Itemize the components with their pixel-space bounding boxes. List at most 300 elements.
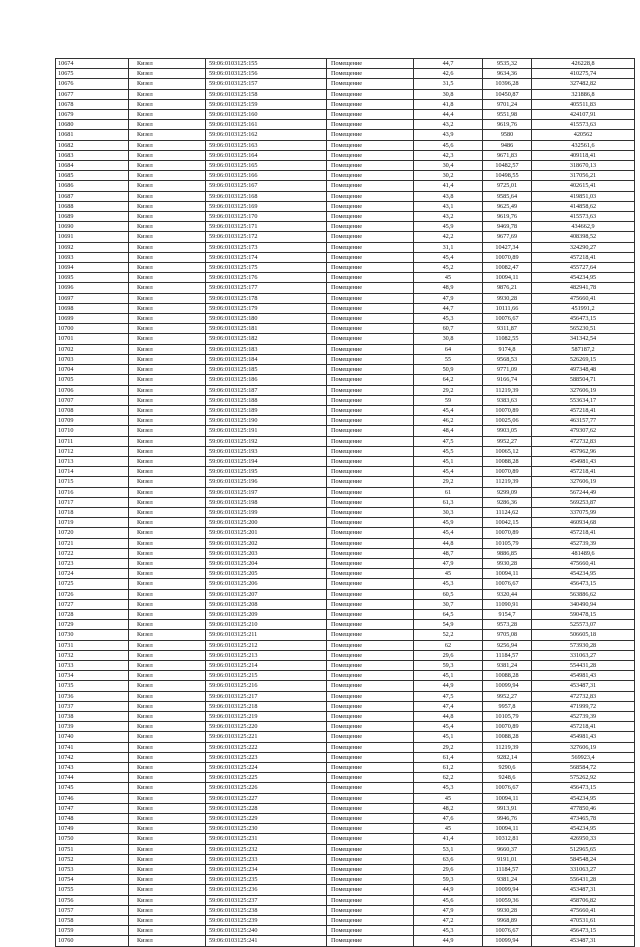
row-number-cell: 10698 xyxy=(56,303,129,313)
object-type-cell: Помещение xyxy=(327,803,414,813)
cadastral-value-cell: 327482,82 xyxy=(532,79,635,89)
row-number-cell: 10721 xyxy=(56,538,129,548)
settlement-cell: Кизел xyxy=(129,395,206,405)
cadastral-number-cell: 59:06:0103125:238 xyxy=(206,905,327,915)
settlement-cell: Кизел xyxy=(129,283,206,293)
table-row xyxy=(56,507,635,517)
cadastral-number-cell: 59:06:0103125:198 xyxy=(206,497,327,507)
area-cell: 62,2 xyxy=(414,773,483,783)
table-row xyxy=(56,283,635,293)
area-cell: 48,2 xyxy=(414,803,483,813)
object-type-cell: Помещение xyxy=(327,814,414,824)
table-row xyxy=(56,467,635,477)
cadastral-value-cell: 568584,72 xyxy=(532,763,635,773)
cadastral-number-cell: 59:06:0103125:216 xyxy=(206,681,327,691)
settlement-cell: Кизел xyxy=(129,89,206,99)
area-cell: 62 xyxy=(414,640,483,650)
row-number-cell: 10733 xyxy=(56,660,129,670)
object-type-cell: Помещение xyxy=(327,660,414,670)
table-row xyxy=(56,212,635,222)
object-type-cell: Помещение xyxy=(327,344,414,354)
settlement-cell: Кизел xyxy=(129,752,206,762)
row-number-cell: 10701 xyxy=(56,334,129,344)
row-number-cell: 10727 xyxy=(56,599,129,609)
area-cell: 52,2 xyxy=(414,630,483,640)
row-number-cell: 10697 xyxy=(56,293,129,303)
table-row xyxy=(56,844,635,854)
settlement-cell: Кизел xyxy=(129,99,206,109)
settlement-cell: Кизел xyxy=(129,446,206,456)
cadastral-value-cell: 317056,21 xyxy=(532,171,635,181)
unit-value-cell: 9625,49 xyxy=(483,201,532,211)
settlement-cell: Кизел xyxy=(129,844,206,854)
unit-value-cell: 10094,11 xyxy=(483,824,532,834)
cadastral-value-cell: 457218,41 xyxy=(532,252,635,262)
cadastral-number-cell: 59:06:0103125:201 xyxy=(206,528,327,538)
unit-value-cell: 10082,47 xyxy=(483,263,532,273)
cadastral-value-cell: 424107,91 xyxy=(532,110,635,120)
object-type-cell: Помещение xyxy=(327,865,414,875)
area-cell: 54,9 xyxy=(414,620,483,630)
cadastral-number-cell: 59:06:0103125:237 xyxy=(206,895,327,905)
object-type-cell: Помещение xyxy=(327,89,414,99)
row-number-cell: 10755 xyxy=(56,885,129,895)
cadastral-value-cell: 573930,28 xyxy=(532,640,635,650)
object-type-cell: Помещение xyxy=(327,569,414,579)
cadastral-value-cell: 419851,03 xyxy=(532,191,635,201)
table-row xyxy=(56,375,635,385)
settlement-cell: Кизел xyxy=(129,538,206,548)
object-type-cell: Помещение xyxy=(327,446,414,456)
object-type-cell: Помещение xyxy=(327,79,414,89)
cadastral-value-cell: 327606,19 xyxy=(532,742,635,752)
document-page xyxy=(55,58,597,947)
cadastral-value-cell: 506605,18 xyxy=(532,630,635,640)
table-row xyxy=(56,273,635,283)
cadastral-value-cell: 341342,54 xyxy=(532,334,635,344)
object-type-cell: Помещение xyxy=(327,405,414,415)
cadastral-number-cell: 59:06:0103125:197 xyxy=(206,487,327,497)
area-cell: 45,4 xyxy=(414,405,483,415)
row-number-cell: 10674 xyxy=(56,59,129,69)
area-cell: 44,9 xyxy=(414,936,483,946)
settlement-cell: Кизел xyxy=(129,854,206,864)
object-type-cell: Помещение xyxy=(327,579,414,589)
object-type-cell: Помещение xyxy=(327,497,414,507)
cadastral-value-cell: 420562 xyxy=(532,130,635,140)
cadastral-value-cell: 455727,64 xyxy=(532,263,635,273)
area-cell: 44,8 xyxy=(414,712,483,722)
cadastral-value-cell: 452739,39 xyxy=(532,538,635,548)
cadastral-number-cell: 59:06:0103125:162 xyxy=(206,130,327,140)
settlement-cell: Кизел xyxy=(129,732,206,742)
object-type-cell: Помещение xyxy=(327,456,414,466)
cadastral-value-cell: 463157,77 xyxy=(532,416,635,426)
table-row xyxy=(56,579,635,589)
settlement-cell: Кизел xyxy=(129,385,206,395)
area-cell: 44,9 xyxy=(414,681,483,691)
cadastral-value-cell: 584548,24 xyxy=(532,854,635,864)
object-type-cell: Помещение xyxy=(327,242,414,252)
table-row xyxy=(56,722,635,732)
unit-value-cell: 9930,28 xyxy=(483,905,532,915)
cadastral-number-cell: 59:06:0103125:193 xyxy=(206,446,327,456)
table-row xyxy=(56,477,635,487)
table-row xyxy=(56,201,635,211)
area-cell: 64,5 xyxy=(414,609,483,619)
unit-value-cell: 9968,89 xyxy=(483,916,532,926)
table-row xyxy=(56,793,635,803)
object-type-cell: Помещение xyxy=(327,436,414,446)
cadastral-number-cell: 59:06:0103125:195 xyxy=(206,467,327,477)
object-type-cell: Помещение xyxy=(327,824,414,834)
object-type-cell: Помещение xyxy=(327,640,414,650)
cadastral-value-cell: 454234,95 xyxy=(532,793,635,803)
settlement-cell: Кизел xyxy=(129,303,206,313)
table-row xyxy=(56,416,635,426)
area-cell: 45 xyxy=(414,569,483,579)
settlement-cell: Кизел xyxy=(129,630,206,640)
table-row xyxy=(56,528,635,538)
row-number-cell: 10717 xyxy=(56,497,129,507)
row-number-cell: 10675 xyxy=(56,69,129,79)
cadastral-number-cell: 59:06:0103125:226 xyxy=(206,783,327,793)
row-number-cell: 10742 xyxy=(56,752,129,762)
area-cell: 45,6 xyxy=(414,140,483,150)
cadastral-number-cell: 59:06:0103125:233 xyxy=(206,854,327,864)
settlement-cell: Кизел xyxy=(129,589,206,599)
table-row xyxy=(56,569,635,579)
row-number-cell: 10694 xyxy=(56,263,129,273)
area-cell: 42,2 xyxy=(414,232,483,242)
cadastral-value-cell: 321886,8 xyxy=(532,89,635,99)
table-row xyxy=(56,589,635,599)
cadastral-number-cell: 59:06:0103125:219 xyxy=(206,712,327,722)
row-number-cell: 10736 xyxy=(56,691,129,701)
object-type-cell: Помещение xyxy=(327,201,414,211)
row-number-cell: 10722 xyxy=(56,548,129,558)
cadastral-value-cell: 588504,71 xyxy=(532,375,635,385)
cadastral-number-cell: 59:06:0103125:163 xyxy=(206,140,327,150)
unit-value-cell: 9701,24 xyxy=(483,99,532,109)
settlement-cell: Кизел xyxy=(129,69,206,79)
settlement-cell: Кизел xyxy=(129,456,206,466)
settlement-cell: Кизел xyxy=(129,793,206,803)
row-number-cell: 10756 xyxy=(56,895,129,905)
unit-value-cell: 9946,76 xyxy=(483,814,532,824)
cadastral-value-cell: 472732,83 xyxy=(532,436,635,446)
row-number-cell: 10710 xyxy=(56,426,129,436)
object-type-cell: Помещение xyxy=(327,773,414,783)
table-row xyxy=(56,110,635,120)
row-number-cell: 10751 xyxy=(56,844,129,854)
cadastral-value-cell: 337075,99 xyxy=(532,507,635,517)
cadastral-value-cell: 471999,72 xyxy=(532,701,635,711)
unit-value-cell: 10105,79 xyxy=(483,712,532,722)
unit-value-cell: 10076,67 xyxy=(483,579,532,589)
cadastral-value-cell: 415573,63 xyxy=(532,120,635,130)
area-cell: 41,4 xyxy=(414,834,483,844)
cadastral-number-cell: 59:06:0103125:212 xyxy=(206,640,327,650)
area-cell: 41,8 xyxy=(414,99,483,109)
row-number-cell: 10704 xyxy=(56,365,129,375)
area-cell: 30,8 xyxy=(414,334,483,344)
unit-value-cell: 9290,6 xyxy=(483,763,532,773)
object-type-cell: Помещение xyxy=(327,742,414,752)
unit-value-cell: 9886,85 xyxy=(483,548,532,558)
cadastral-number-cell: 59:06:0103125:231 xyxy=(206,834,327,844)
cadastral-value-cell: 554431,28 xyxy=(532,660,635,670)
cadastral-value-cell: 590478,15 xyxy=(532,609,635,619)
unit-value-cell: 9320,44 xyxy=(483,589,532,599)
cadastral-value-cell: 470531,61 xyxy=(532,916,635,926)
area-cell: 47,9 xyxy=(414,558,483,568)
settlement-cell: Кизел xyxy=(129,620,206,630)
object-type-cell: Помещение xyxy=(327,120,414,130)
object-type-cell: Помещение xyxy=(327,385,414,395)
area-cell: 45,3 xyxy=(414,314,483,324)
object-type-cell: Помещение xyxy=(327,538,414,548)
cadastral-number-cell: 59:06:0103125:240 xyxy=(206,926,327,936)
object-type-cell: Помещение xyxy=(327,885,414,895)
table-row xyxy=(56,609,635,619)
row-number-cell: 10707 xyxy=(56,395,129,405)
area-cell: 45,9 xyxy=(414,518,483,528)
row-number-cell: 10734 xyxy=(56,671,129,681)
unit-value-cell: 9174,8 xyxy=(483,344,532,354)
row-number-cell: 10699 xyxy=(56,314,129,324)
area-cell: 30,7 xyxy=(414,599,483,609)
settlement-cell: Кизел xyxy=(129,232,206,242)
cadastral-value-cell: 408398,52 xyxy=(532,232,635,242)
settlement-cell: Кизел xyxy=(129,130,206,140)
settlement-cell: Кизел xyxy=(129,722,206,732)
table-row xyxy=(56,865,635,875)
object-type-cell: Помещение xyxy=(327,130,414,140)
object-type-cell: Помещение xyxy=(327,834,414,844)
cadastral-value-cell: 426950,33 xyxy=(532,834,635,844)
row-number-cell: 10702 xyxy=(56,344,129,354)
cadastral-number-cell: 59:06:0103125:203 xyxy=(206,548,327,558)
unit-value-cell: 9619,76 xyxy=(483,120,532,130)
area-cell: 61,3 xyxy=(414,497,483,507)
area-cell: 61,2 xyxy=(414,763,483,773)
cadastral-value-cell: 481489,6 xyxy=(532,548,635,558)
unit-value-cell: 10070,89 xyxy=(483,252,532,262)
table-row xyxy=(56,171,635,181)
area-cell: 30,2 xyxy=(414,171,483,181)
cadastral-number-cell: 59:06:0103125:168 xyxy=(206,191,327,201)
row-number-cell: 10708 xyxy=(56,405,129,415)
cadastral-value-cell: 451991,2 xyxy=(532,303,635,313)
table-row xyxy=(56,752,635,762)
row-number-cell: 10715 xyxy=(56,477,129,487)
cadastral-number-cell: 59:06:0103125:164 xyxy=(206,150,327,160)
object-type-cell: Помещение xyxy=(327,926,414,936)
table-row xyxy=(56,916,635,926)
area-cell: 45,3 xyxy=(414,926,483,936)
cadastral-number-cell: 59:06:0103125:196 xyxy=(206,477,327,487)
settlement-cell: Кизел xyxy=(129,671,206,681)
settlement-cell: Кизел xyxy=(129,222,206,232)
unit-value-cell: 9930,28 xyxy=(483,558,532,568)
table-row xyxy=(56,518,635,528)
object-type-cell: Помещение xyxy=(327,895,414,905)
area-cell: 59,3 xyxy=(414,875,483,885)
object-type-cell: Помещение xyxy=(327,844,414,854)
cadastral-number-cell: 59:06:0103125:210 xyxy=(206,620,327,630)
row-number-cell: 10731 xyxy=(56,640,129,650)
area-cell: 30,3 xyxy=(414,507,483,517)
area-cell: 46,2 xyxy=(414,416,483,426)
area-cell: 42,6 xyxy=(414,69,483,79)
table-row xyxy=(56,497,635,507)
unit-value-cell: 10396,28 xyxy=(483,79,532,89)
settlement-cell: Кизел xyxy=(129,161,206,171)
table-row xyxy=(56,354,635,364)
row-number-cell: 10691 xyxy=(56,232,129,242)
object-type-cell: Помещение xyxy=(327,99,414,109)
area-cell: 53,1 xyxy=(414,844,483,854)
cadastral-number-cell: 59:06:0103125:191 xyxy=(206,426,327,436)
cadastral-number-cell: 59:06:0103125:171 xyxy=(206,222,327,232)
row-number-cell: 10725 xyxy=(56,579,129,589)
object-type-cell: Помещение xyxy=(327,650,414,660)
unit-value-cell: 9952,27 xyxy=(483,691,532,701)
cadastral-number-cell: 59:06:0103125:172 xyxy=(206,232,327,242)
area-cell: 45,4 xyxy=(414,467,483,477)
settlement-cell: Кизел xyxy=(129,507,206,517)
table-row xyxy=(56,732,635,742)
cadastral-number-cell: 59:06:0103125:215 xyxy=(206,671,327,681)
table-row xyxy=(56,436,635,446)
unit-value-cell: 11124,62 xyxy=(483,507,532,517)
table-row xyxy=(56,773,635,783)
object-type-cell: Помещение xyxy=(327,916,414,926)
unit-value-cell: 9469,78 xyxy=(483,222,532,232)
unit-value-cell: 10099,94 xyxy=(483,681,532,691)
cadastral-number-cell: 59:06:0103125:160 xyxy=(206,110,327,120)
settlement-cell: Кизел xyxy=(129,242,206,252)
settlement-cell: Кизел xyxy=(129,895,206,905)
area-cell: 45 xyxy=(414,273,483,283)
unit-value-cell: 10099,94 xyxy=(483,885,532,895)
cadastral-value-cell: 553634,17 xyxy=(532,395,635,405)
settlement-cell: Кизел xyxy=(129,681,206,691)
cadastral-value-cell: 460934,68 xyxy=(532,518,635,528)
row-number-cell: 10730 xyxy=(56,630,129,640)
object-type-cell: Помещение xyxy=(327,232,414,242)
unit-value-cell: 10105,79 xyxy=(483,538,532,548)
cadastral-number-cell: 59:06:0103125:185 xyxy=(206,365,327,375)
row-number-cell: 10741 xyxy=(56,742,129,752)
area-cell: 45,3 xyxy=(414,783,483,793)
object-type-cell: Помещение xyxy=(327,528,414,538)
object-type-cell: Помещение xyxy=(327,59,414,69)
unit-value-cell: 9930,28 xyxy=(483,293,532,303)
row-number-cell: 10745 xyxy=(56,783,129,793)
area-cell: 44,9 xyxy=(414,885,483,895)
object-type-cell: Помещение xyxy=(327,507,414,517)
cadastral-value-cell: 456473,15 xyxy=(532,926,635,936)
settlement-cell: Кизел xyxy=(129,416,206,426)
area-cell: 63,6 xyxy=(414,854,483,864)
cadastral-number-cell: 59:06:0103125:170 xyxy=(206,212,327,222)
cadastral-number-cell: 59:06:0103125:174 xyxy=(206,252,327,262)
unit-value-cell: 9660,37 xyxy=(483,844,532,854)
table-row xyxy=(56,252,635,262)
area-cell: 31,5 xyxy=(414,79,483,89)
unit-value-cell: 10059,36 xyxy=(483,895,532,905)
settlement-cell: Кизел xyxy=(129,548,206,558)
unit-value-cell: 10094,11 xyxy=(483,273,532,283)
cadastral-number-cell: 59:06:0103125:157 xyxy=(206,79,327,89)
unit-value-cell: 10088,28 xyxy=(483,732,532,742)
cadastral-value-cell: 327606,19 xyxy=(532,477,635,487)
area-cell: 45,3 xyxy=(414,579,483,589)
object-type-cell: Помещение xyxy=(327,140,414,150)
area-cell: 45,6 xyxy=(414,895,483,905)
cadastral-number-cell: 59:06:0103125:229 xyxy=(206,814,327,824)
settlement-cell: Кизел xyxy=(129,763,206,773)
settlement-cell: Кизел xyxy=(129,712,206,722)
settlement-cell: Кизел xyxy=(129,110,206,120)
table-row xyxy=(56,660,635,670)
settlement-cell: Кизел xyxy=(129,201,206,211)
unit-value-cell: 11082,55 xyxy=(483,334,532,344)
unit-value-cell: 10498,55 xyxy=(483,171,532,181)
row-number-cell: 10737 xyxy=(56,701,129,711)
cadastral-number-cell: 59:06:0103125:159 xyxy=(206,99,327,109)
cadastral-value-cell: 473465,78 xyxy=(532,814,635,824)
area-cell: 59,3 xyxy=(414,660,483,670)
settlement-cell: Кизел xyxy=(129,150,206,160)
settlement-cell: Кизел xyxy=(129,477,206,487)
row-number-cell: 10681 xyxy=(56,130,129,140)
cadastral-number-cell: 59:06:0103125:158 xyxy=(206,89,327,99)
settlement-cell: Кизел xyxy=(129,773,206,783)
unit-value-cell: 9166,74 xyxy=(483,375,532,385)
object-type-cell: Помещение xyxy=(327,712,414,722)
area-cell: 47,9 xyxy=(414,905,483,915)
object-type-cell: Помещение xyxy=(327,222,414,232)
table-row xyxy=(56,691,635,701)
row-number-cell: 10705 xyxy=(56,375,129,385)
table-row xyxy=(56,834,635,844)
row-number-cell: 10679 xyxy=(56,110,129,120)
object-type-cell: Помещение xyxy=(327,854,414,864)
settlement-cell: Кизел xyxy=(129,834,206,844)
cadastral-value-cell: 567244,49 xyxy=(532,487,635,497)
area-cell: 55 xyxy=(414,354,483,364)
table-row xyxy=(56,395,635,405)
object-type-cell: Помещение xyxy=(327,375,414,385)
cadastral-value-cell: 318670,13 xyxy=(532,161,635,171)
table-row xyxy=(56,79,635,89)
object-type-cell: Помещение xyxy=(327,416,414,426)
object-type-cell: Помещение xyxy=(327,273,414,283)
table-row xyxy=(56,926,635,936)
cadastral-number-cell: 59:06:0103125:207 xyxy=(206,589,327,599)
area-cell: 43,8 xyxy=(414,191,483,201)
row-number-cell: 10686 xyxy=(56,181,129,191)
row-number-cell: 10740 xyxy=(56,732,129,742)
row-number-cell: 10676 xyxy=(56,79,129,89)
cadastral-number-cell: 59:06:0103125:184 xyxy=(206,354,327,364)
cadastral-value-cell: 415573,63 xyxy=(532,212,635,222)
settlement-cell: Кизел xyxy=(129,263,206,273)
settlement-cell: Кизел xyxy=(129,824,206,834)
